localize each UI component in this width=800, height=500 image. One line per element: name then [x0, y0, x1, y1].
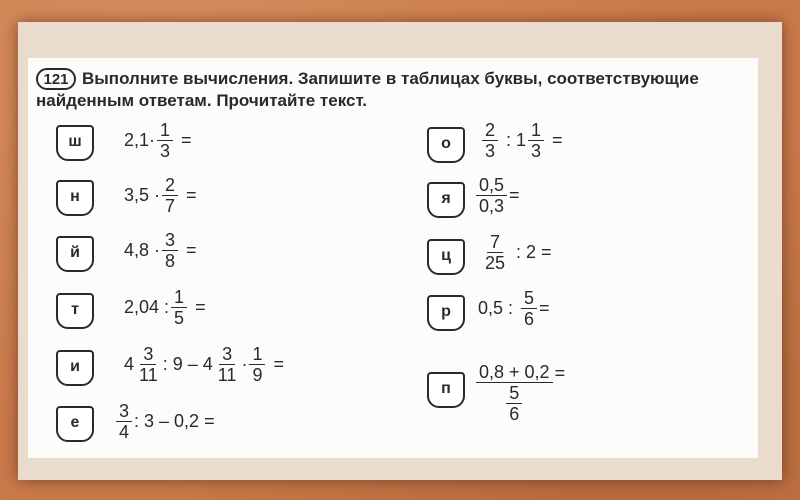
letter-badge-ts: ц: [427, 239, 465, 275]
expression-t: 2,04 : $\frac{1}{5}$ =: [124, 287, 206, 328]
letter-badge-r: р: [427, 295, 465, 331]
letter-badge-ya: я: [427, 182, 465, 218]
expression-i: 4 $\frac{3}{11}$ : 9 – 4 $\frac{3}{11}$ · $\frac{1}{9}$ =: [124, 344, 284, 385]
expression-sh: 2,1· $\frac{1}{3}$ =: [124, 120, 192, 161]
fraction: $\frac{3}{4}$: [116, 401, 132, 442]
letter-badge-e: е: [56, 406, 94, 442]
fraction: $\frac{0,5}{0,3}$: [476, 175, 507, 216]
letter-badge-i: и: [56, 350, 94, 386]
expression-n: 3,5 · $\frac{2}{7}$ =: [124, 175, 197, 216]
task-number: 121: [36, 68, 76, 90]
expression-o: $\frac{2}{3}$ : 1 $\frac{1}{3}$ =: [480, 120, 563, 161]
fraction: $\frac{2}{3}$: [482, 120, 498, 161]
compound-fraction: 0,8 + 0,2 5 6: [476, 362, 553, 424]
fraction: $\frac{3}{11}$: [217, 344, 237, 385]
letter-badge-sh: ш: [56, 125, 94, 161]
fraction: $\frac{7}{25}$: [485, 232, 506, 273]
fraction: $\frac{1}{9}$: [249, 344, 265, 385]
expression-j: 4,8 · $\frac{3}{8}$ =: [124, 230, 197, 271]
expression-ts: $\frac{7}{25}$ : 2 =: [480, 232, 552, 273]
letter-badge-p: п: [427, 372, 465, 408]
task-text: Выполните вычисления. Запишите в таблицах буквы, соответствующие найденным ответам. Прочитайте текст.: [36, 69, 699, 110]
fraction: $\frac{5}{6}$: [521, 288, 537, 329]
fraction: $\frac{1}{5}$: [171, 287, 187, 328]
letter-badge-j: й: [56, 236, 94, 272]
fraction: $\frac{1}{3}$: [157, 120, 173, 161]
letter-badge-o: о: [427, 127, 465, 163]
expression-r: 0,5 : $\frac{5}{6}$ =: [478, 288, 550, 329]
fraction: $\frac{1}{3}$: [528, 120, 544, 161]
fraction: $\frac{3}{8}$: [162, 230, 178, 271]
expression-e: $\frac{3}{4}$ : 3 – 0,2 =: [114, 401, 215, 442]
letter-badge-n: н: [56, 180, 94, 216]
expression-p: 0,8 + 0,2 5 6 =: [474, 362, 565, 424]
fraction: $\frac{2}{7}$: [162, 175, 178, 216]
fraction: $\frac{3}{11}$: [139, 344, 158, 385]
letter-badge-t: т: [56, 293, 94, 329]
expression-ya: $\frac{0,5}{0,3}$ =: [474, 175, 520, 216]
task-heading: [36, 68, 752, 111]
